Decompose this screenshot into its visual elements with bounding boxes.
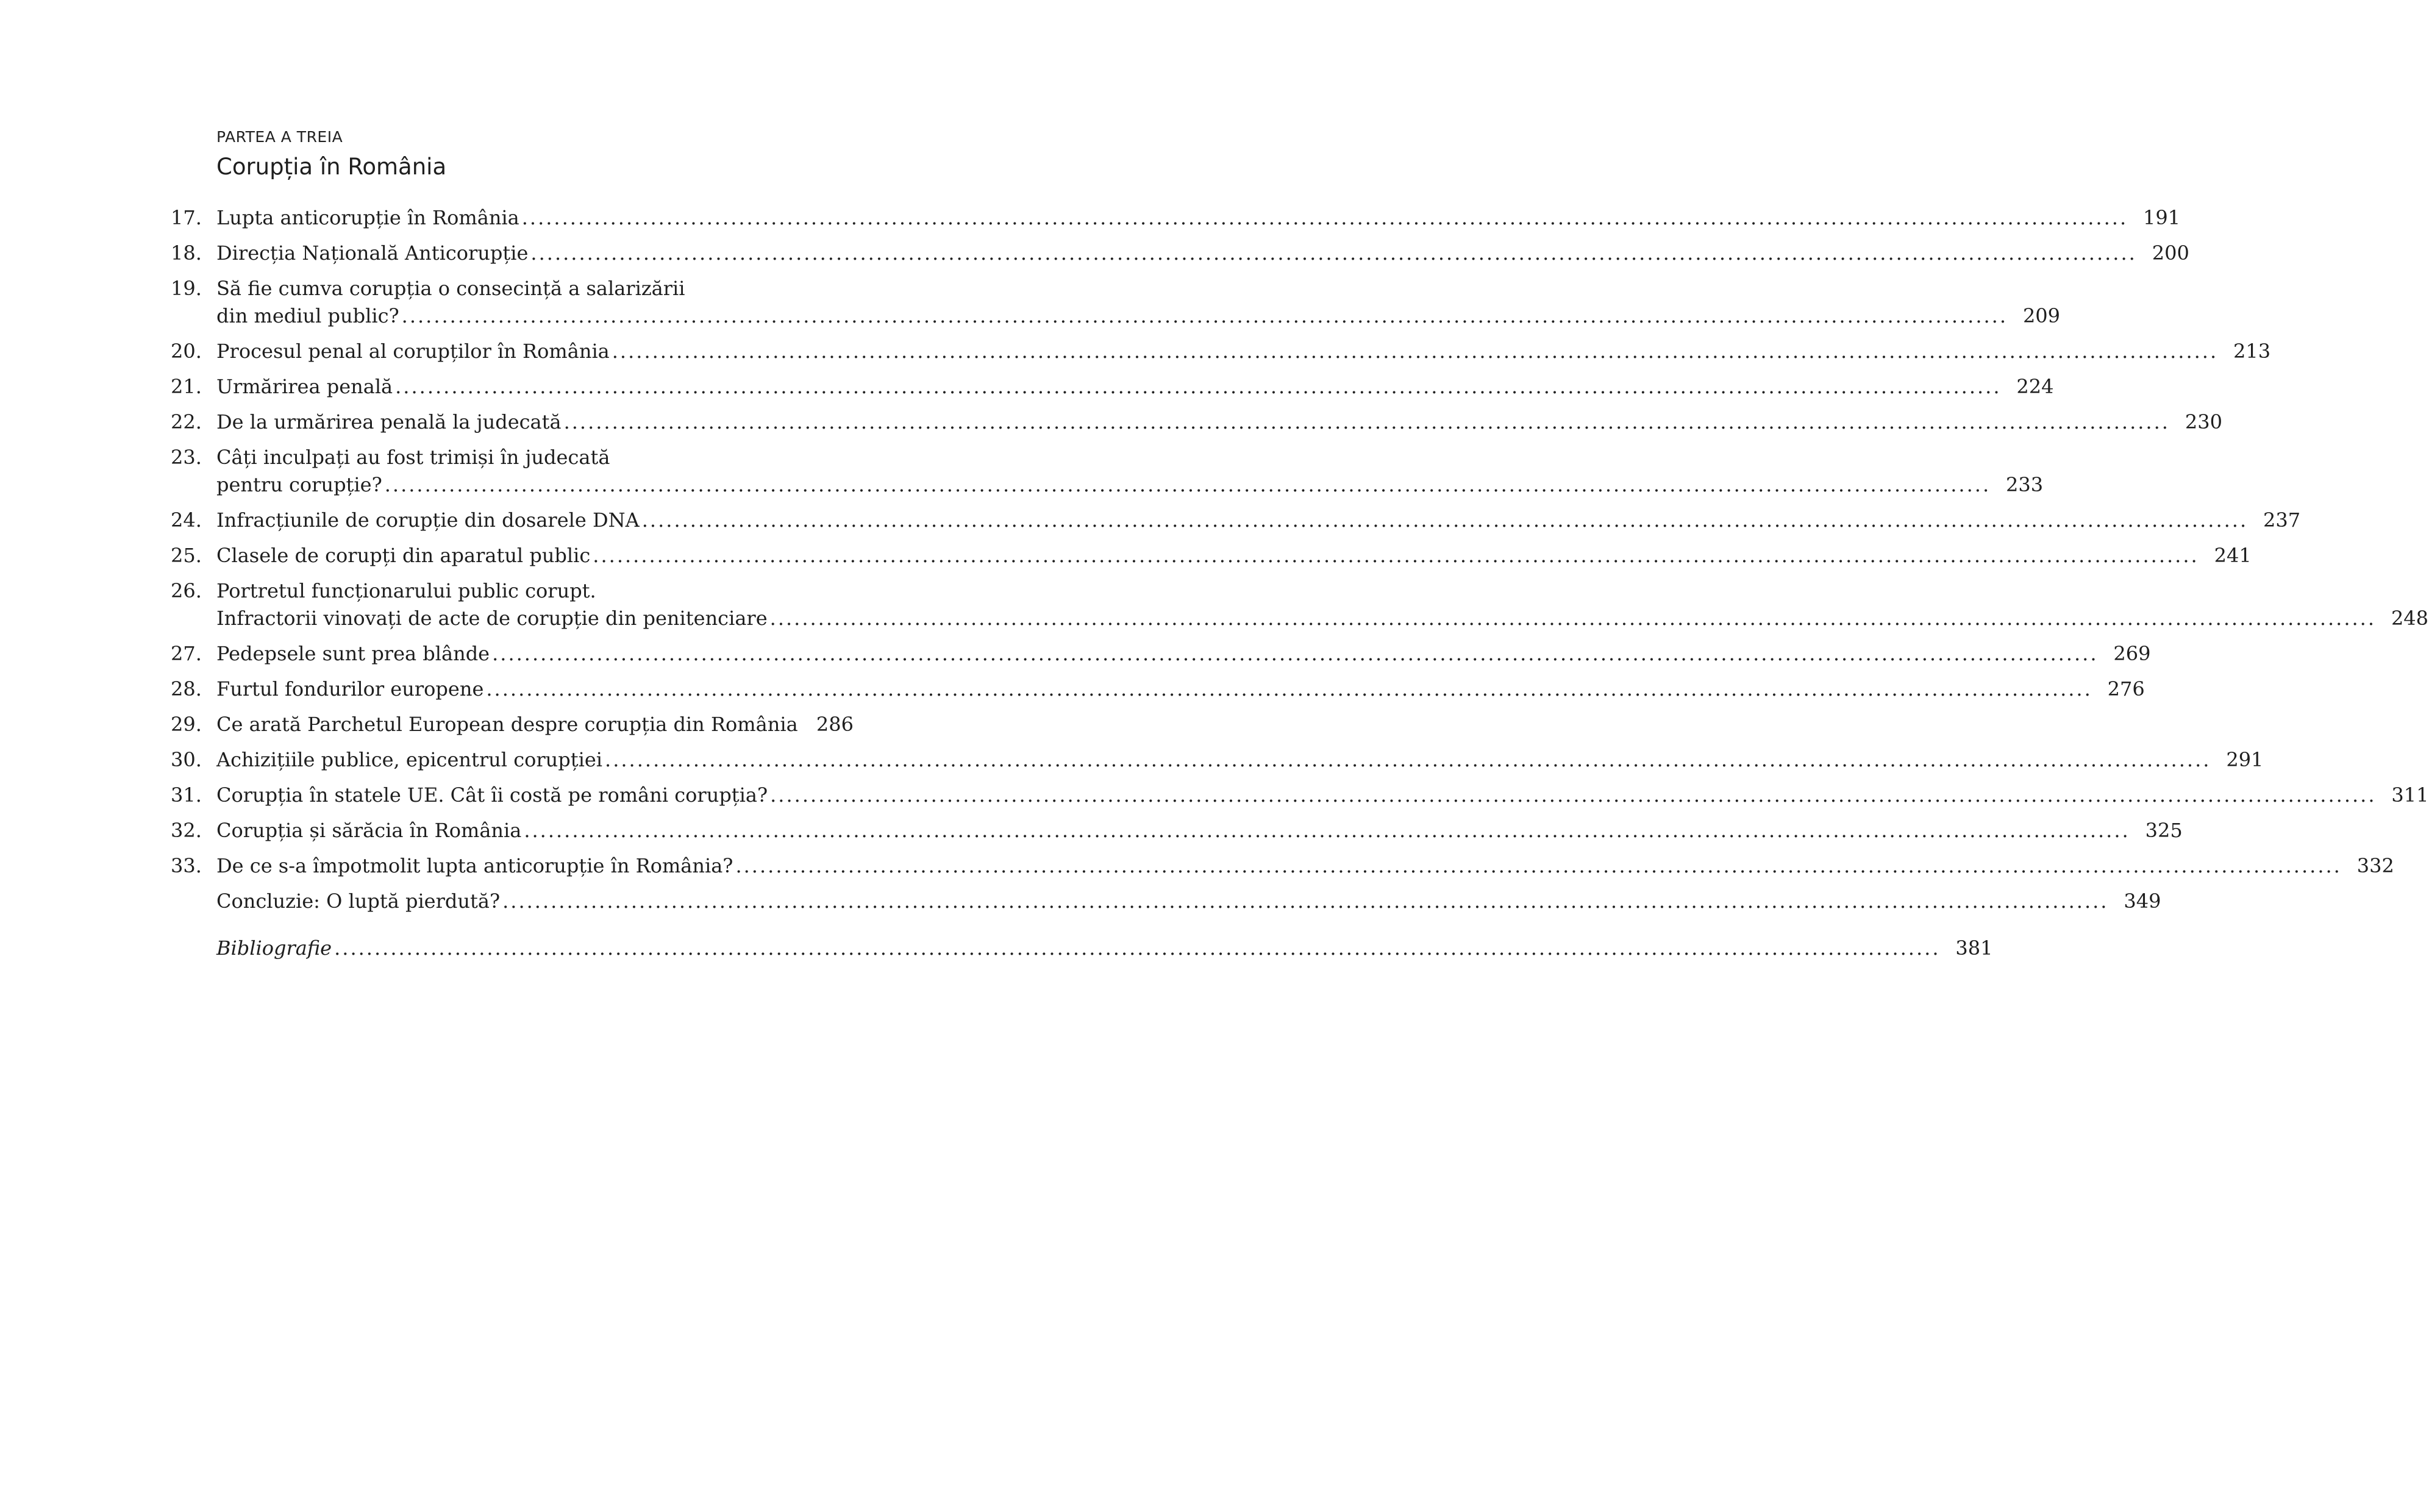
toc-entry <box>171 676 2145 703</box>
toc-entry-number: 31. <box>171 783 202 807</box>
dot-leader: ........................................................................................................................................................................................................ <box>563 410 2170 433</box>
toc-page-number: 286 <box>816 713 854 736</box>
dot-leader: ........................................................................................................................................................................................................ <box>492 642 2099 665</box>
toc-entry-number: 23. <box>171 446 202 469</box>
toc-entry-title: Portretul funcționarului public corupt. <box>216 579 596 602</box>
toc-page-number: 311 <box>2391 783 2429 807</box>
toc-page-number: 237 <box>2263 508 2301 532</box>
toc-entry-number: 28. <box>171 677 202 701</box>
toc-entry-title: Concluzie: O luptă pierdută? <box>216 890 501 913</box>
toc-entry <box>171 204 2181 232</box>
toc-entry <box>171 817 2183 844</box>
toc-page-number: 224 <box>2016 375 2054 398</box>
dot-leader: ........................................................................................................................................................................................................ <box>641 508 2249 532</box>
dot-leader: ........................................................................................................................................................................................................ <box>384 473 1991 496</box>
toc-entry-title: Achizițiile publice, epicentrul corupției <box>216 748 603 771</box>
toc-entry <box>171 275 2061 330</box>
part-label: PARTEA A TREIA <box>216 128 343 146</box>
dot-leader: ........................................................................................................................................................................................................ <box>486 677 2092 701</box>
toc-entry-number: 19. <box>171 277 202 300</box>
toc-entry-title: Clasele de corupți din aparatul public <box>216 544 591 567</box>
toc-entry-number: 17. <box>171 206 202 229</box>
toc-entry-title: Corupția în statele UE. Cât îi costă pe români corupția? <box>216 783 768 807</box>
toc-page-number: 233 <box>2006 473 2044 496</box>
toc-page-number: 230 <box>2185 410 2222 433</box>
toc-page-number: 209 <box>2022 304 2061 327</box>
toc-entry <box>171 577 2429 632</box>
toc-entry-title: Infractorii vinovați de acte de corupție din penitenciare <box>216 607 768 630</box>
dot-leader: ........................................................................................................................................................................................................ <box>530 241 2137 265</box>
toc-entry-number: 21. <box>171 375 202 398</box>
toc-page-number: 200 <box>2152 241 2189 265</box>
toc-entry <box>171 711 854 738</box>
toc-page-number: 291 <box>2226 748 2264 771</box>
toc-entry <box>171 444 2044 499</box>
dot-leader: ........................................................................................................................................................................................................ <box>401 304 2008 327</box>
toc-entry <box>171 888 2161 915</box>
dot-leader: ........................................................................................................................................................................................................ <box>334 936 1941 960</box>
toc-page-number: 332 <box>2356 854 2394 877</box>
toc-entry-number: 18. <box>171 241 202 265</box>
toc-entry-number: 20. <box>171 340 202 363</box>
toc-page-number: 213 <box>2233 340 2271 363</box>
toc-entry <box>171 640 2151 668</box>
toc-page-number: 381 <box>1955 936 1993 960</box>
toc-entry-title: Să fie cumva corupția o consecință a salarizării <box>216 277 685 300</box>
toc-entry-title: pentru corupție? <box>216 473 382 496</box>
toc-page-number: 269 <box>2113 642 2151 665</box>
dot-leader: ........................................................................................................................................................................................................ <box>521 206 2128 229</box>
toc-entry <box>171 746 2264 774</box>
toc-entry-number: 25. <box>171 544 202 567</box>
toc-entry-title: Direcția Națională Anticorupție <box>216 241 529 265</box>
toc-entry-title: Furtul fondurilor europene <box>216 677 484 701</box>
toc-entry-number: 26. <box>171 579 202 602</box>
toc-entry <box>171 338 2271 365</box>
toc-entry-title: Câți inculpați au fost trimiși în judecată <box>216 446 610 469</box>
toc-entry-title: Corupția și sărăcia în România <box>216 819 522 842</box>
toc-page-number: 276 <box>2107 677 2145 701</box>
table-of-contents <box>171 204 2429 970</box>
dot-leader: ........................................................................................................................................................................................................ <box>502 890 2109 913</box>
dot-leader: ........................................................................................................................................................................................................ <box>770 783 2377 807</box>
toc-entry-title: Urmărirea penală <box>216 375 393 398</box>
toc-entry <box>171 935 1993 962</box>
part-title: Corupția în România <box>216 154 447 180</box>
toc-entry-title: Ce arată Parchetul European despre corupția din România <box>216 713 798 736</box>
toc-page-number: 349 <box>2124 890 2161 913</box>
toc-entry <box>171 373 2054 401</box>
toc-page-number: 248 <box>2391 607 2429 630</box>
toc-entry <box>171 782 2429 809</box>
toc-entry-number: 32. <box>171 819 202 842</box>
toc-entry-title: din mediul public? <box>216 304 399 327</box>
toc-entry-number: 24. <box>171 508 202 532</box>
toc-entry-number: 29. <box>171 713 202 736</box>
dot-leader: ........................................................................................................................................................................................................ <box>524 819 2130 842</box>
toc-page-number: 241 <box>2214 544 2252 567</box>
toc-entry <box>171 852 2394 880</box>
toc-entry <box>171 542 2252 569</box>
toc-entry <box>171 408 2222 436</box>
toc-entry-title: Lupta anticorupție în România <box>216 206 519 229</box>
toc-page-number: 191 <box>2143 206 2181 229</box>
toc-entry <box>171 507 2301 534</box>
toc-entry-title: Pedepsele sunt prea blânde <box>216 642 490 665</box>
toc-entry-number: 27. <box>171 642 202 665</box>
toc-entry <box>171 240 2189 267</box>
dot-leader: ........................................................................................................................................................................................................ <box>395 375 2002 398</box>
dot-leader: ........................................................................................................................................................................................................ <box>605 748 2211 771</box>
toc-page-number: 325 <box>2145 819 2183 842</box>
dot-leader: ........................................................................................................................................................................................................ <box>735 854 2342 877</box>
toc-entry-number: 22. <box>171 410 202 433</box>
toc-entry-number: 33. <box>171 854 202 877</box>
toc-entry-title: De la urmărirea penală la judecată <box>216 410 562 433</box>
dot-leader: ........................................................................................................................................................................................................ <box>769 607 2377 630</box>
toc-entry-number: 30. <box>171 748 202 771</box>
dot-leader: ........................................................................................................................................................................................................ <box>593 544 2199 567</box>
toc-entry-title: Procesul penal al corupților în România <box>216 340 610 363</box>
toc-entry-title: De ce s-a împotmolit lupta anticorupție în România? <box>216 854 733 877</box>
toc-entry-title: Bibliografie <box>216 936 332 960</box>
dot-leader: ........................................................................................................................................................................................................ <box>612 340 2219 363</box>
toc-entry-title: Infracțiunile de corupție din dosarele DNA <box>216 508 640 532</box>
